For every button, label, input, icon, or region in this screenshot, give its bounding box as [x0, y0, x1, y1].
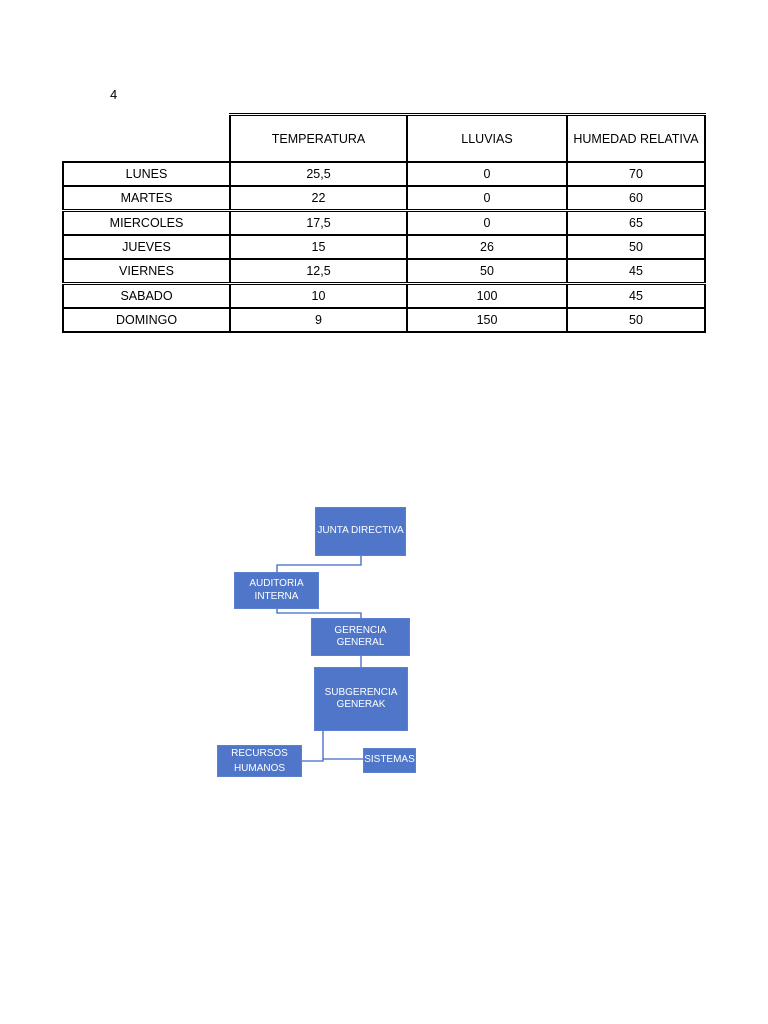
table-cell: VIERNES — [63, 259, 230, 284]
table-cell: 150 — [407, 308, 567, 332]
table-cell: 9 — [230, 308, 407, 332]
page-number: 4 — [110, 87, 118, 102]
table-cell: SABADO — [63, 284, 230, 309]
table-cell: DOMINGO — [63, 308, 230, 332]
connector-auditoria-gerencia — [277, 609, 361, 618]
table-cell: 0 — [407, 186, 567, 211]
org-node-label: SUBGERENCIA GENERAK — [324, 686, 398, 710]
table-cell: 17,5 — [230, 211, 407, 236]
table-header-cell: LLUVIAS — [407, 115, 567, 163]
org-node-junta-directiva — [315, 507, 406, 556]
org-node-subgerencia — [314, 667, 408, 731]
org-node-label: JUNTA DIRECTIVA — [317, 525, 404, 537]
org-node-auditoria-interna — [234, 572, 319, 609]
org-node-gerencia-general — [311, 618, 410, 656]
table-cell: 60 — [567, 186, 705, 211]
table-cell: 25,5 — [230, 162, 407, 186]
org-node-label: RECURSOS HUMANOS — [231, 748, 288, 774]
table-cell: JUEVES — [63, 235, 230, 259]
table-cell: MIERCOLES — [63, 211, 230, 236]
table-cell: 12,5 — [230, 259, 407, 284]
table-cell: 50 — [567, 235, 705, 259]
table-cell: 0 — [407, 211, 567, 236]
table-cell: 45 — [567, 259, 705, 284]
org-node-label: GERENCIA GENERAL — [334, 624, 387, 648]
table-cell: 10 — [230, 284, 407, 309]
table-cell: 100 — [407, 284, 567, 309]
connector-subgerencia-recursos — [302, 731, 323, 761]
org-node-sistemas — [363, 748, 416, 773]
table-cell: LUNES — [63, 162, 230, 186]
table-cell: 50 — [567, 308, 705, 332]
connector-junta-auditoria — [277, 556, 361, 572]
table-cell: 22 — [230, 186, 407, 211]
org-node-recursos-humanos — [217, 745, 302, 777]
table-cell: 26 — [407, 235, 567, 259]
table-header-cell: HUMEDAD RELATIVA — [567, 115, 705, 163]
table-cell: 70 — [567, 162, 705, 186]
org-node-label: AUDITORIA INTERNA — [249, 578, 304, 602]
org-node-label: SISTEMAS — [364, 754, 415, 766]
table-cell: 65 — [567, 211, 705, 236]
table-cell: 15 — [230, 235, 407, 259]
table-cell: 50 — [407, 259, 567, 284]
table-cell: MARTES — [63, 186, 230, 211]
table-cell: 0 — [407, 162, 567, 186]
table-header-cell: TEMPERATURA — [230, 115, 407, 163]
table-cell: 45 — [567, 284, 705, 309]
